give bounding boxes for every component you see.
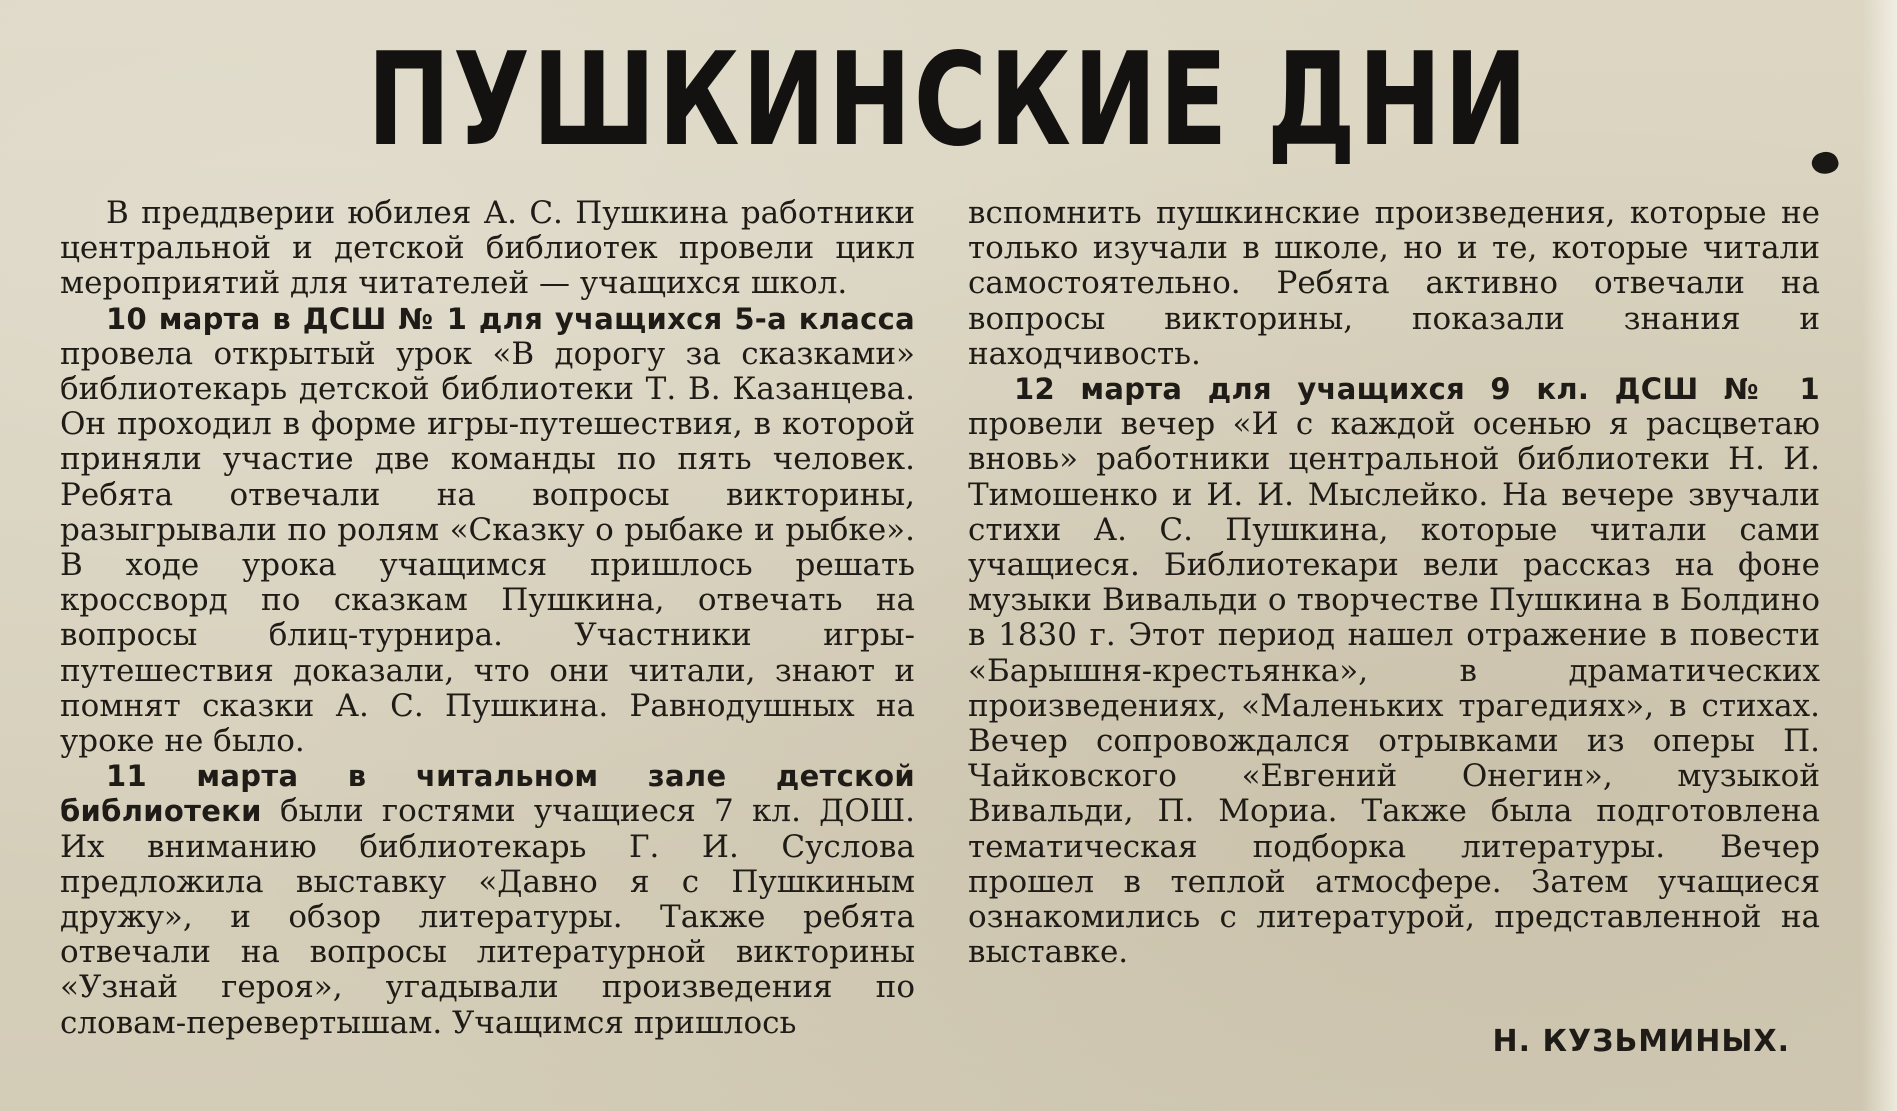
paragraph-text: провели вечер «И с каждой осенью я расцветаю вновь» работники центральной библиотеки Н. И. Тимошенко и И. И. Мыслейко. На вечере звучали стихи А. С. Пушкина, которые читали сами учащиеся. Библиотекари вели рассказ на фоне музыки Вивальди о творчестве Пушкина в Болдино в 1830 г. Этот период нашел отражение в повести «Барышня-крестьянка», в драматических произведениях, «Маленьких трагедиях», в стихах. Вечер сопровождался отрывками из оперы П. Чайковского «Евгений Онегин», музыкой Вивальди, П. Мориа. Также была подготовлена тематическая подборка литературы. Вечер прошел в теплой атмосфере. Затем учащиеся ознакомились с литературой, представленной на выставке. (968, 406, 1820, 971)
paragraph-lead: 12 марта для учащихся 9 кл. ДСШ № 1 (1014, 372, 1820, 407)
paragraph (60, 196, 915, 302)
paragraph-text: вспомнить пушкинские произведения, которые не только изучали в школе, но и те, которые читали самостоятельно. Ребята активно отвечали на вопросы викторины, показали знания и находчивость. (968, 195, 1820, 372)
page-edge (1862, 0, 1897, 1111)
paragraph-text: провела открытый урок «В дорогу за сказками» библиотекарь детской библиотеки Т. В. Казанцева. Он проходил в форме игры-путешествия, в которой приняли участие две команды по пять человек. Ребята отвечали на вопросы викторины, разыгрывали по ролям «Сказку о рыбаке и рыбке». В ходе урока учащимся пришлось решать кроссворд по сказкам Пушкина, отвечать на вопросы блиц-турнира. Участники игры-путешествия доказали, что они читали, знают и помнят сказки А. С. Пушкина. Равнодушных на уроке не было. (60, 335, 915, 760)
author-signature: Н. КУЗЬМИНЫХ. (1492, 1024, 1790, 1059)
paragraph-text: были гостями учащиеся 7 кл. ДОШ. Их вниманию библиотекарь Г. И. Суслова предложила выставку «Давно я с Пушкиным дружу», и обзор литературы. Также ребята отвечали на вопросы литературной викторины «Узнай героя», угадывали произведения по словам-перевертышам. Учащимся пришлось (60, 793, 915, 1041)
paragraph (60, 302, 915, 760)
paragraph (968, 372, 1820, 970)
ink-blot (1809, 148, 1841, 178)
article-title: ПУШКИНСКИЕ ДНИ (367, 26, 1530, 175)
paragraph-lead: 10 марта в ДСШ № 1 для учащихся 5-а класса (106, 301, 915, 336)
left-column (60, 196, 915, 1041)
paragraph (60, 759, 915, 1041)
paragraph-lead: 11 марта в читальном зале детской библиотеки (60, 759, 915, 829)
right-column (968, 196, 1820, 970)
paragraph (968, 196, 1820, 372)
paragraph-text: В преддверии юбилея А. С. Пушкина работники центральной и детской библиотек провели цикл мероприятий для читателей — учащихся школ. (60, 195, 915, 302)
